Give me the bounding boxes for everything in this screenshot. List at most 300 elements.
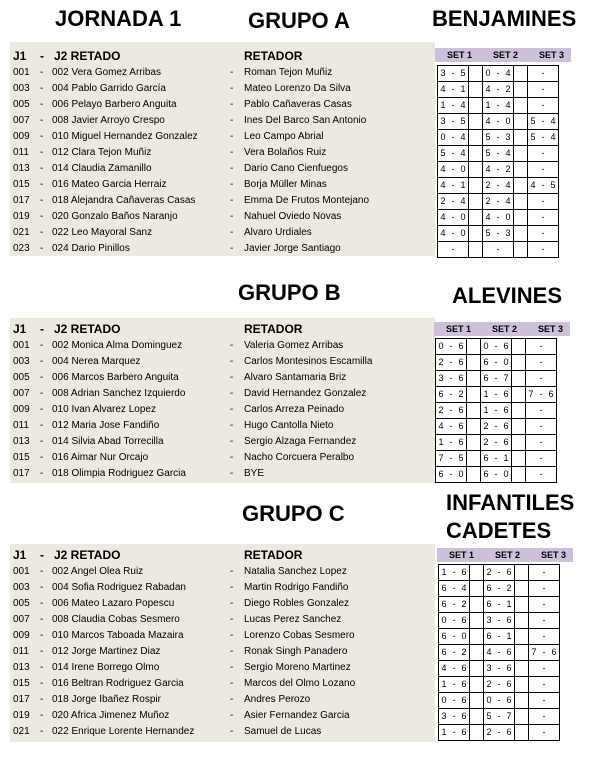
match-number: 021 [13, 227, 30, 238]
retador-name: Nacho Corcuera Peralbo [244, 452, 355, 463]
separator: - [40, 646, 44, 657]
score-separator: - [491, 339, 501, 355]
separator: - [230, 582, 234, 593]
score-separator: - [538, 98, 548, 114]
score-value [546, 451, 557, 467]
separator: - [40, 614, 44, 625]
retador-name: Mateo Lorenzo Da Silva [244, 83, 351, 94]
score-value [548, 66, 559, 82]
separator: - [40, 662, 44, 673]
score-value: 6 [459, 677, 470, 693]
score-value: 4 [438, 226, 449, 242]
match-number: 011 [13, 147, 29, 158]
set-gap [514, 194, 528, 210]
retado-name: 012 Jorge Martinez Diaz [52, 646, 161, 657]
score-value: 6 [504, 565, 515, 581]
score-value: 1 [483, 98, 494, 114]
score-separator: - [538, 66, 548, 82]
score-value: 0 [458, 162, 469, 178]
score-value: 6 [459, 693, 470, 709]
score-value: 6 [481, 355, 492, 371]
separator: - [40, 404, 44, 415]
set-gap [467, 419, 481, 435]
separator: - [40, 99, 44, 110]
set-gap [515, 661, 529, 677]
match-row [10, 193, 415, 209]
score-separator: - [446, 339, 456, 355]
match-number: 003 [13, 83, 30, 94]
match-number: 009 [13, 630, 30, 641]
match-row [10, 241, 415, 257]
score-value: 3 [436, 371, 447, 387]
set-gap [515, 613, 529, 629]
score-separator: - [491, 435, 501, 451]
retado-name: 002 Angel Olea Ruiz [52, 566, 144, 577]
separator: - [40, 67, 44, 78]
grupo-c-gap [415, 544, 435, 742]
score-value: 6 [436, 467, 447, 483]
score-separator: - [536, 451, 546, 467]
score-cells [435, 386, 557, 403]
grupo-b-gap [415, 318, 435, 483]
separator: - [230, 710, 234, 721]
retado-name: 010 Miguel Hernandez Gonzalez [52, 131, 198, 142]
match-number: 003 [13, 356, 30, 367]
score-value: 6 [456, 435, 467, 451]
set-gap [469, 194, 483, 210]
match-row [10, 354, 415, 370]
set-gap [515, 597, 529, 613]
match-row [10, 81, 415, 97]
separator: - [40, 582, 44, 593]
score-value [529, 693, 540, 709]
score-separator: - [494, 581, 504, 597]
score-separator: - [448, 226, 458, 242]
score-separator: - [494, 597, 504, 613]
match-number: 015 [13, 678, 30, 689]
retador-name: Pablo Cañaveras Casas [244, 99, 352, 110]
retado-name: 024 Dario Pinillos [52, 243, 130, 254]
header-retador: RETADOR [244, 49, 303, 63]
score-value: 2 [484, 565, 495, 581]
score-separator: - [491, 403, 501, 419]
score-value: 6 [504, 613, 515, 629]
score-separator: - [493, 66, 503, 82]
set-gap [514, 162, 528, 178]
match-row [10, 113, 415, 129]
set-gap [514, 146, 528, 162]
score-cells [437, 81, 559, 98]
score-value [549, 629, 560, 645]
set-gap [467, 451, 481, 467]
score-value [528, 82, 539, 98]
score-separator: - [448, 146, 458, 162]
match-number: 007 [13, 388, 30, 399]
score-value [549, 725, 560, 741]
score-separator: - [493, 194, 503, 210]
separator: - [40, 163, 44, 174]
retado-name: 012 Maria Jose Fandiño [52, 420, 160, 431]
set-gap [469, 226, 483, 242]
score-separator: - [493, 178, 503, 194]
set-gap [512, 419, 526, 435]
score-value: 5 [483, 146, 494, 162]
retado-name: 022 Leo Mayoral Sanz [52, 227, 153, 238]
score-value: 7 [526, 387, 537, 403]
retado-name: 006 Mateo Lazaro Popescu [52, 598, 175, 609]
score-separator: - [449, 629, 459, 645]
separator: - [230, 452, 234, 463]
retado-name: 018 Jorge Ibañez Rospir [52, 694, 161, 705]
score-value [549, 677, 560, 693]
score-value: 6 [501, 403, 512, 419]
score-value: 6 [501, 339, 512, 355]
score-cells [438, 628, 560, 645]
score-value [549, 693, 560, 709]
score-value: 1 [504, 597, 515, 613]
score-value: 6 [456, 355, 467, 371]
score-value [548, 242, 559, 258]
score-value: 5 [483, 130, 494, 146]
set-gap [467, 435, 481, 451]
score-value: 0 [481, 339, 492, 355]
retado-name: 014 Silvia Abad Torrecilla [52, 436, 164, 447]
match-row [10, 692, 415, 708]
set-gap [512, 371, 526, 387]
score-value: 2 [456, 387, 467, 403]
grupo-b-title: GRUPO B [238, 280, 341, 305]
score-value: 6 [501, 419, 512, 435]
score-value: 6 [456, 371, 467, 387]
score-value: 7 [436, 451, 447, 467]
retado-name: 022 Enrique Lorente Hernandez [52, 726, 195, 737]
separator: - [40, 115, 44, 126]
score-cells [437, 161, 559, 178]
score-value [529, 709, 540, 725]
match-number: 003 [13, 582, 30, 593]
match-number: 017 [13, 468, 30, 479]
separator: - [40, 726, 44, 737]
set-gap [467, 339, 481, 355]
score-value: 5 [484, 709, 495, 725]
score-value: 1 [501, 451, 512, 467]
score-value [526, 419, 537, 435]
separator: - [230, 614, 234, 625]
set-gap [469, 66, 483, 82]
score-value [548, 98, 559, 114]
score-separator: - [449, 565, 459, 581]
score-separator: - [536, 435, 546, 451]
match-number: 007 [13, 614, 30, 625]
match-number: 001 [13, 340, 30, 351]
retado-name: 010 Marcos Taboada Mazaira [52, 630, 184, 641]
separator: - [230, 179, 234, 190]
match-number: 009 [13, 404, 30, 415]
score-value [503, 242, 514, 258]
score-value: 2 [483, 194, 494, 210]
score-value: 4 [548, 114, 559, 130]
set-gap [514, 130, 528, 146]
separator: - [230, 388, 234, 399]
separator: - [230, 420, 234, 431]
score-cells [437, 129, 559, 146]
score-value: 4 [503, 178, 514, 194]
match-row [10, 676, 415, 692]
score-value: 1 [458, 82, 469, 98]
score-value: 2 [503, 162, 514, 178]
score-value: 6 [546, 387, 557, 403]
score-separator: - [493, 98, 503, 114]
score-cells [435, 338, 557, 355]
set-gap [515, 725, 529, 741]
score-value: 6 [459, 725, 470, 741]
retador-name: Natalia Sanchez Lopez [244, 566, 347, 577]
score-value: 1 [439, 677, 450, 693]
score-value: 6 [549, 645, 560, 661]
score-value [548, 210, 559, 226]
score-separator: - [538, 130, 548, 146]
score-separator: - [448, 130, 458, 146]
header-dash: - [40, 322, 44, 336]
retado-name: 006 Marcos Barbero Anguita [52, 372, 179, 383]
score-value: 4 [503, 98, 514, 114]
retador-name: BYE [244, 468, 265, 479]
score-separator: - [538, 194, 548, 210]
score-value [526, 467, 537, 483]
match-number: 023 [13, 243, 30, 254]
set-gap [515, 693, 529, 709]
score-value: 0 [439, 613, 450, 629]
score-separator: - [539, 645, 549, 661]
retador-name: Valeria Gomez Arribas [244, 340, 344, 351]
retado-name: 002 Monica Alma Dominguez [52, 340, 183, 351]
set-gap [514, 178, 528, 194]
score-separator: - [538, 114, 548, 130]
separator: - [230, 646, 234, 657]
score-value [548, 82, 559, 98]
score-value [529, 629, 540, 645]
score-value: 0 [484, 693, 495, 709]
score-value [529, 581, 540, 597]
score-value [549, 709, 560, 725]
set-gap [470, 565, 484, 581]
match-row [10, 612, 415, 628]
score-value: 1 [504, 629, 515, 645]
match-number: 011 [13, 646, 29, 657]
score-value: 6 [459, 565, 470, 581]
separator: - [230, 99, 234, 110]
separator: - [230, 227, 234, 238]
retador-name: Borja Müller Minas [244, 179, 327, 190]
set-header-c: SET 1 SET 2 SET 3 [437, 548, 573, 562]
score-value: 5 [528, 130, 539, 146]
separator: - [40, 630, 44, 641]
score-value [546, 435, 557, 451]
set-gap [470, 709, 484, 725]
retador-name: Samuel de Lucas [244, 726, 322, 737]
separator: - [40, 227, 44, 238]
match-number: 001 [13, 566, 30, 577]
set-gap [469, 162, 483, 178]
header-retado: J2 RETADO [54, 548, 121, 562]
retado-name: 012 Clara Tejon Muñiz [52, 147, 152, 158]
match-number: 005 [13, 99, 30, 110]
score-value [546, 339, 557, 355]
score-value: 6 [439, 645, 450, 661]
score-value: 4 [438, 210, 449, 226]
score-value: 5 [458, 66, 469, 82]
retado-name: 008 Javier Arroyo Crespo [52, 115, 165, 126]
score-separator: - [493, 82, 503, 98]
score-separator: - [538, 210, 548, 226]
score-value: 2 [436, 403, 447, 419]
header-retado: J2 RETADO [54, 322, 121, 336]
retador-name: Lucas Perez Sanchez [244, 614, 342, 625]
score-cells [437, 113, 559, 130]
score-value: 4 [483, 82, 494, 98]
score-value: 0 [503, 210, 514, 226]
separator: - [40, 179, 44, 190]
match-row [10, 466, 415, 482]
score-separator: - [491, 371, 501, 387]
retador-name: Hugo Cantolla Nieto [244, 420, 334, 431]
match-row [10, 65, 415, 81]
score-separator: - [538, 82, 548, 98]
score-value: 0 [438, 130, 449, 146]
match-number: 015 [13, 179, 30, 190]
set-gap [469, 210, 483, 226]
score-value: 6 [481, 467, 492, 483]
score-separator: - [446, 467, 456, 483]
score-value: 4 [438, 82, 449, 98]
score-separator: - [539, 693, 549, 709]
match-row [10, 628, 415, 644]
score-separator: - [449, 597, 459, 613]
match-number: 007 [13, 115, 30, 126]
set-gap [467, 403, 481, 419]
retado-name: 004 Nerea Marquez [52, 356, 141, 367]
separator: - [230, 726, 234, 737]
score-value: 6 [439, 597, 450, 613]
score-value [528, 242, 539, 258]
match-row [10, 596, 415, 612]
match-row [10, 97, 415, 113]
set-gap [514, 226, 528, 242]
match-number: 005 [13, 372, 30, 383]
score-separator: - [493, 130, 503, 146]
score-cells [435, 466, 557, 483]
match-row [10, 338, 415, 354]
score-value: 5 [456, 451, 467, 467]
retador-name: Alvaro Santamaria Briz [244, 372, 347, 383]
score-value [548, 162, 559, 178]
retado-name: 004 Sofia Rodriguez Rabadan [52, 582, 186, 593]
score-separator: - [539, 661, 549, 677]
match-row [10, 370, 415, 386]
score-cells [437, 193, 559, 210]
set-header-b: SET 1 SET 2 SET 3 [434, 322, 570, 336]
retador-name: Carlos Arreza Peinado [244, 404, 345, 415]
score-value [546, 403, 557, 419]
score-value [438, 242, 449, 258]
score-value: 4 [483, 162, 494, 178]
score-cells [438, 612, 560, 629]
score-value: 4 [483, 210, 494, 226]
match-row [10, 434, 415, 450]
retador-name: Ines Del Barco San Antonio [244, 115, 367, 126]
retado-name: 008 Adrian Sanchez Izquierdo [52, 388, 186, 399]
set-gap [469, 114, 483, 130]
match-number: 017 [13, 195, 30, 206]
set-gap [514, 210, 528, 226]
score-value: 4 [503, 66, 514, 82]
set-gap [515, 565, 529, 581]
header-retado: J2 RETADO [54, 49, 121, 63]
score-value [528, 146, 539, 162]
score-separator: - [494, 629, 504, 645]
separator: - [230, 372, 234, 383]
score-value [528, 226, 539, 242]
set-gap [512, 451, 526, 467]
retador-name: Emma De Frutos Montejano [244, 195, 370, 206]
score-value: 4 [458, 146, 469, 162]
score-value [526, 451, 537, 467]
score-separator: - [493, 146, 503, 162]
separator: - [40, 83, 44, 94]
score-value [529, 597, 540, 613]
score-separator: - [448, 194, 458, 210]
score-value [548, 146, 559, 162]
match-row [10, 724, 415, 740]
score-separator: - [538, 162, 548, 178]
header-j1: J1 [13, 49, 27, 63]
score-value [529, 725, 540, 741]
score-separator: - [536, 339, 546, 355]
score-value: 0 [456, 467, 467, 483]
match-row [10, 145, 415, 161]
score-separator: - [491, 387, 501, 403]
match-number: 009 [13, 131, 30, 142]
retado-name: 016 Aimar Nur Orcajo [52, 452, 149, 463]
score-cells [438, 724, 560, 741]
score-value: 1 [481, 387, 492, 403]
score-separator: - [494, 725, 504, 741]
grupo-a-gap [415, 42, 435, 256]
score-separator: - [539, 629, 549, 645]
match-row [10, 209, 415, 225]
match-row [10, 450, 415, 466]
score-value: 5 [483, 226, 494, 242]
score-separator: - [494, 677, 504, 693]
score-cells [435, 370, 557, 387]
score-value [526, 339, 537, 355]
retador-name: Nahuel Oviedo Novas [244, 211, 342, 222]
score-separator: - [448, 162, 458, 178]
score-value: 4 [439, 661, 450, 677]
score-separator: - [539, 597, 549, 613]
grupo-c-title: GRUPO C [242, 501, 345, 526]
set-gap [514, 66, 528, 82]
score-separator: - [491, 451, 501, 467]
score-value: 7 [504, 709, 515, 725]
separator: - [40, 710, 44, 721]
score-value [548, 194, 559, 210]
score-value [528, 210, 539, 226]
set-gap [467, 371, 481, 387]
score-value: 6 [456, 339, 467, 355]
set-gap [467, 387, 481, 403]
score-value: 0 [501, 467, 512, 483]
